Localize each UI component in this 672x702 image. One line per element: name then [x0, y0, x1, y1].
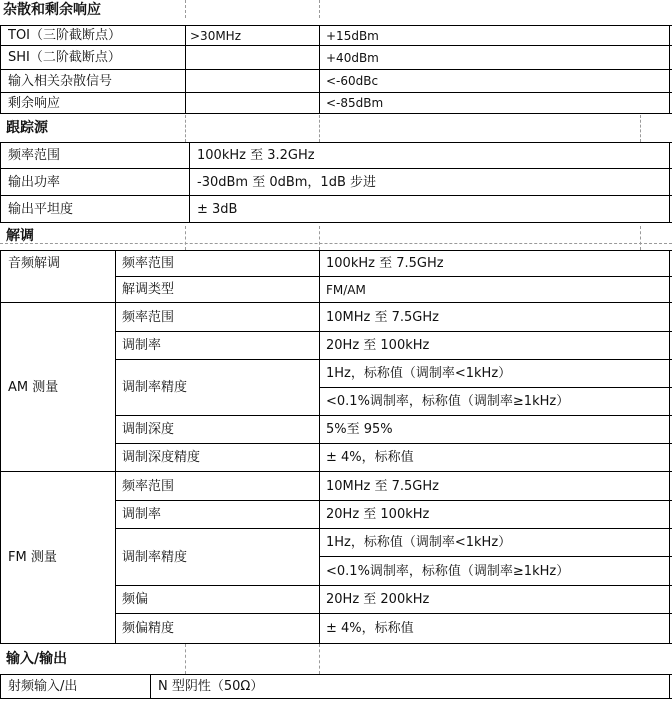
audio-demod-row-label: 频率范围 [122, 256, 175, 271]
fm-deviation-value: 20Hz 至 200kHz [326, 592, 430, 607]
spurious-row-label: 输入相关杂散信号 [8, 73, 113, 89]
fm-freq-range-label: 频率范围 [122, 478, 175, 494]
section-title-demod: 解调 [6, 228, 34, 244]
spurious-row-value: +40dBm [326, 50, 379, 65]
fm-freq-range-value: 10MHz 至 7.5GHz [326, 478, 439, 494]
audio-demod-row-value: FM/AM [326, 282, 366, 297]
am-depth-accuracy-value: ± 4%，标称值 [326, 450, 414, 465]
am-depth-value: 5%至 95% [326, 422, 393, 437]
am-depth-label: 调制深度 [122, 422, 175, 437]
am-mod-rate-value: 20Hz 至 100kHz [326, 338, 430, 353]
spurious-row-label: TOI（三阶截断点） [8, 28, 122, 43]
am-mod-rate-label: 调制率 [122, 338, 162, 353]
tracking-row-label: 输出功率 [8, 174, 61, 190]
spurious-row-condition [190, 70, 318, 92]
am-rate-accuracy-value: 1Hz，标称值（调制率<1kHz） [326, 366, 512, 381]
fm-mod-rate-value: 20Hz 至 100kHz [326, 507, 430, 522]
fm-rate-accuracy-label: 调制率精度 [122, 549, 188, 565]
spurious-row-label: 剩余响应 [8, 95, 61, 111]
io-row-value: N 型阴性（50Ω） [158, 679, 264, 694]
fm-deviation-accuracy-label: 频偏精度 [122, 621, 175, 636]
fm-mod-rate-label: 调制率 [122, 507, 162, 522]
fm-deviation-label: 频偏 [122, 592, 149, 607]
am-rate-accuracy-label: 调制率精度 [122, 380, 188, 395]
spurious-row-value: <-85dBm [326, 96, 384, 110]
fm-deviation-accuracy-value: ± 4%，标称值 [326, 621, 414, 636]
spurious-row-value: +15dBm [326, 28, 379, 43]
spurious-row-condition [190, 93, 318, 113]
spurious-row-label: SHI（二阶截断点） [8, 50, 121, 65]
am-rate-accuracy-value: <0.1%调制率，标称值（调制率≥1kHz） [326, 394, 570, 409]
section-title-spurious: 杂散和剩余响应 [3, 2, 101, 18]
fm-rate-accuracy-value: 1Hz，标称值（调制率<1kHz） [326, 535, 512, 550]
fm-group-label: FM 测量 [8, 550, 57, 565]
audio-demod-group-label: 音频解调 [8, 256, 61, 271]
tracking-row-value: -30dBm 至 0dBm，1dB 步进 [197, 174, 377, 190]
tracking-row-label: 输出平坦度 [8, 201, 74, 217]
tracking-row-label: 频率范围 [8, 148, 61, 163]
tracking-row-value: 100kHz 至 3.2GHz [197, 148, 315, 163]
tracking-row-value: ± 3dB [197, 201, 238, 217]
io-row-label: 射频输入/出 [8, 679, 78, 694]
spurious-row-condition [190, 46, 318, 69]
audio-demod-row-value: 100kHz 至 7.5GHz [326, 256, 444, 271]
section-title-io: 输入/输出 [6, 651, 68, 667]
section-title-tracking: 跟踪源 [6, 119, 48, 136]
audio-demod-row-label: 解调类型 [122, 282, 175, 297]
am-depth-accuracy-label: 调制深度精度 [122, 450, 201, 465]
fm-rate-accuracy-value: <0.1%调制率，标称值（调制率≥1kHz） [326, 563, 570, 579]
spurious-row-condition: >30MHz [190, 28, 241, 43]
spurious-row-value: <-60dBc [326, 74, 379, 88]
am-freq-range-label: 频率范围 [122, 309, 175, 325]
am-group-label: AM 测量 [8, 379, 59, 395]
am-freq-range-value: 10MHz 至 7.5GHz [326, 309, 439, 325]
